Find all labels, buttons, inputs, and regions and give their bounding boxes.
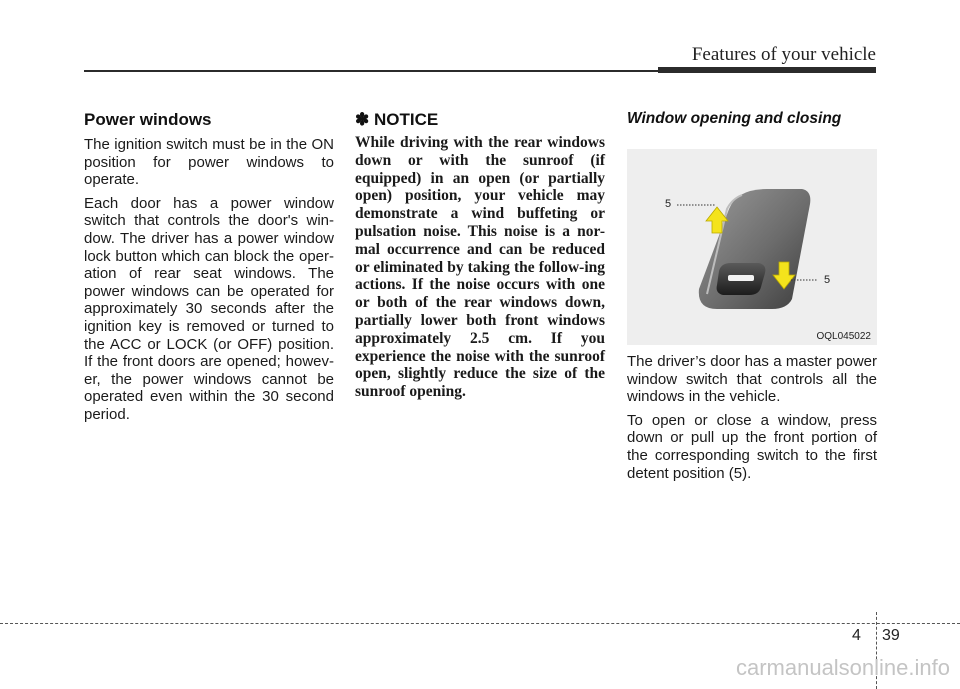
- notice-text: While driving with the rear windows down or with the sunroof (if equipped) in an open (or partially open) position, your vehicle may demonstrate a wind buffeting or pulsation noise. This noise is a nor-mal occurrence and can be reduced or eliminated by taking the follow-ing actions. If the noise occurs with one or both of the rear windows down, partially lower both front windows approximately 2.5 cm. If you experience the noise with the sunroof open, slightly reduce the size of the sunroof opening.: [355, 134, 605, 401]
- paragraph-open-close-instructions: To open or close a window, press down or pull up the front portion of the corresponding switch to the first detent position (5).: [627, 411, 877, 482]
- chapter-number: 4: [852, 627, 861, 644]
- window-switch-figure: [627, 149, 877, 345]
- watermark: carmanualsonline.info: [735, 655, 950, 680]
- running-header: Features of your vehicle: [691, 44, 876, 65]
- figure-code: OQL045022: [816, 331, 871, 342]
- header-rule-thick: [658, 67, 876, 73]
- column-notice: [355, 110, 605, 401]
- column-power-windows: [84, 110, 334, 430]
- section-heading-window-opening: Window opening and closing: [627, 110, 842, 127]
- page-number: 39: [882, 627, 900, 644]
- notice-heading: [355, 110, 605, 130]
- callout-label-top: 5: [665, 198, 672, 210]
- paragraph-master-switch: The driver’s door has a master power window switch that controls all the windows in the vehicle.: [627, 353, 877, 406]
- paragraph-power-window-switch: Each door has a power window switch that controls the door's win-dow. The driver has a power window lock button which can block the oper-ation of rear seat windows. The power windows can be operated for approximately 30 seconds after the ignition key is removed or turned to the ACC or LOCK (or OFF) position. If the front doors are opened; howev-er, the power windows cannot be operated even within the 30 second period.: [84, 194, 334, 423]
- notice-heading-label: NOTICE: [373, 110, 439, 129]
- paragraph-ignition-requirement: The ignition switch must be in the ON position for power windows to operate.: [84, 136, 334, 189]
- section-heading-power-windows: Power windows: [84, 110, 212, 129]
- header-rule-thin: [84, 70, 660, 72]
- window-switch-illustration: [627, 149, 877, 345]
- notice-symbol-icon: ✽: [355, 110, 370, 129]
- footer-rule: [0, 623, 960, 624]
- callout-label-bottom: 5: [824, 274, 831, 286]
- column-window-opening: [627, 110, 877, 488]
